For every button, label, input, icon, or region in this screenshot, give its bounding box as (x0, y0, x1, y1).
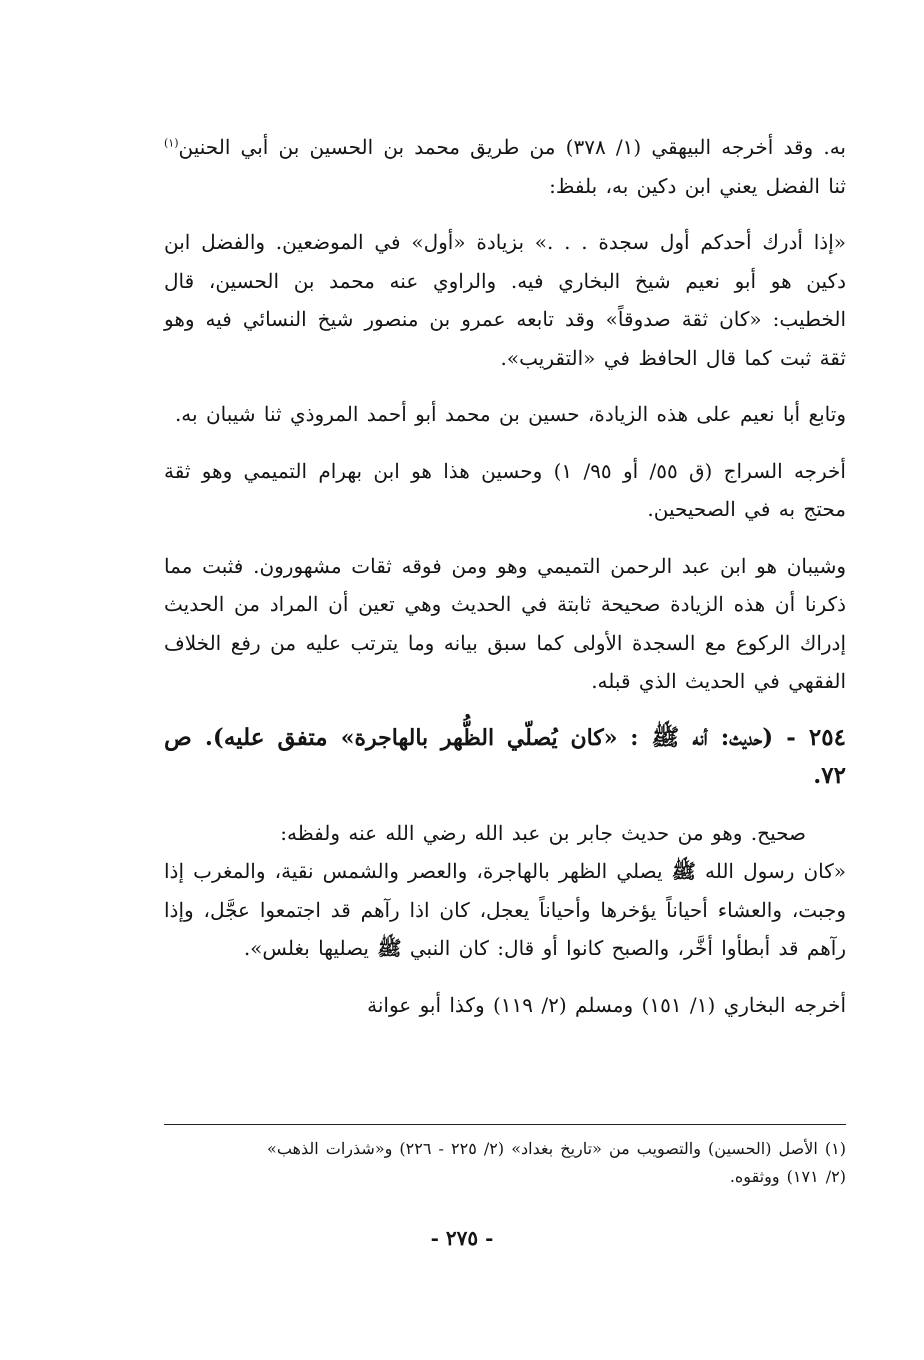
paragraph-1-text: به. وقد أخرجه البيهقي (١/ ٣٧٨) من طريق محمد بن الحسين بن أبي الحنين (178, 135, 846, 159)
salla-glyph: ﷺ (651, 723, 680, 751)
paragraph-6: صحيح. وهو من حديث جابر بن عبد الله رضي الله عنه ولفظه: (280, 820, 806, 845)
footnote-ref: (١) (164, 136, 179, 150)
paragraph-8: أخرجه البخاري (١/ ١٥١) ومسلم (٢/ ١١٩) وكذا أبو عوانة (367, 992, 846, 1017)
paragraph-1 (164, 128, 846, 205)
hadith-number: ٢٥٤ - (حديث: أنه (692, 723, 846, 751)
hadith-tail: متفق عليه). ص ٧٢. (164, 723, 846, 789)
footnote-line-1: (١) الأصل (الحسين) والتصويب من «تاريخ بغداد» (٢/ ٢٢٥ - ٢٢٦) و«شذرات الذهب» (267, 1139, 846, 1158)
page-number: - ٢٧٥ - (430, 1226, 494, 1250)
salla-glyph: ﷺ (377, 936, 402, 960)
paragraph-7-part-a: «كان رسول الله (704, 859, 847, 883)
salla-glyph: ﷺ (671, 859, 696, 883)
footnotes (164, 1124, 846, 1191)
paragraph-5: وشيبان هو ابن عبد الرحمن التميمي وهو ومن فوقه ثقات مشهورون. فثبت مما ذكرنا أن هذه الزيادة صحيحة ثابتة في الحديث وهي تعين أن المراد من الحديث إدراك الركوع مع السجدة الأولى كما سبق بيانه وما يترتب عليه من رفع الخلاف الفقهي في الحديث الذي قبله. (164, 553, 847, 693)
paragraph-2: «إذا أدرك أحدكم أول سجدة . . .» بزيادة «أول» في الموضعين. والفضل ابن دكين هو أبو نعيم شيخ البخاري فيه. والراوي عنه محمد بن الحسين، قال الخطيب: «كان ثقة صدوقاً» وقد تابعه عمرو بن منصور شيخ النسائي فيه وهو ثقة ثبت كما قال الحافظ في «التقريب». (164, 230, 847, 370)
paragraph-1-continuation: ثنا الفضل يعني ابن دكين به، بلفظ: (549, 173, 846, 198)
footnote-line-2: (٢/ ١٧١) ووثقوه. (729, 1167, 846, 1186)
paragraph-4: أخرجه السراج (ق ٥٥/ أو ٩٥/ ١) وحسين هذا هو ابن بهرام التميمي وهو ثقة محتج به في الصحيحين. (164, 458, 846, 521)
paragraph-3: وتابع أبا نعيم على هذه الزيادة، حسين بن محمد أبو أحمد المروذي ثنا شيبان به. (174, 402, 846, 426)
hadith-text: : «كان يُصلّي الظُّهر بالهاجرة» (340, 724, 639, 751)
paragraph-7 (164, 852, 846, 968)
paragraph-7-part-c: يصليها بغلس». (243, 936, 369, 960)
paragraph-7-part-b: يصلي الظهر بالهاجرة، والعصر والشمس نقية، والمغرب إذا وجبت، والعشاء أحياناً يؤخرها وأحياناً يعجل، كان اذا رآهم قد اجتمعوا عجَّل، وإذا رآهم قد أبطأوا أخَّر، والصبح كانوا أو قال: كان النبي (164, 859, 846, 960)
hadith-heading (164, 719, 846, 796)
